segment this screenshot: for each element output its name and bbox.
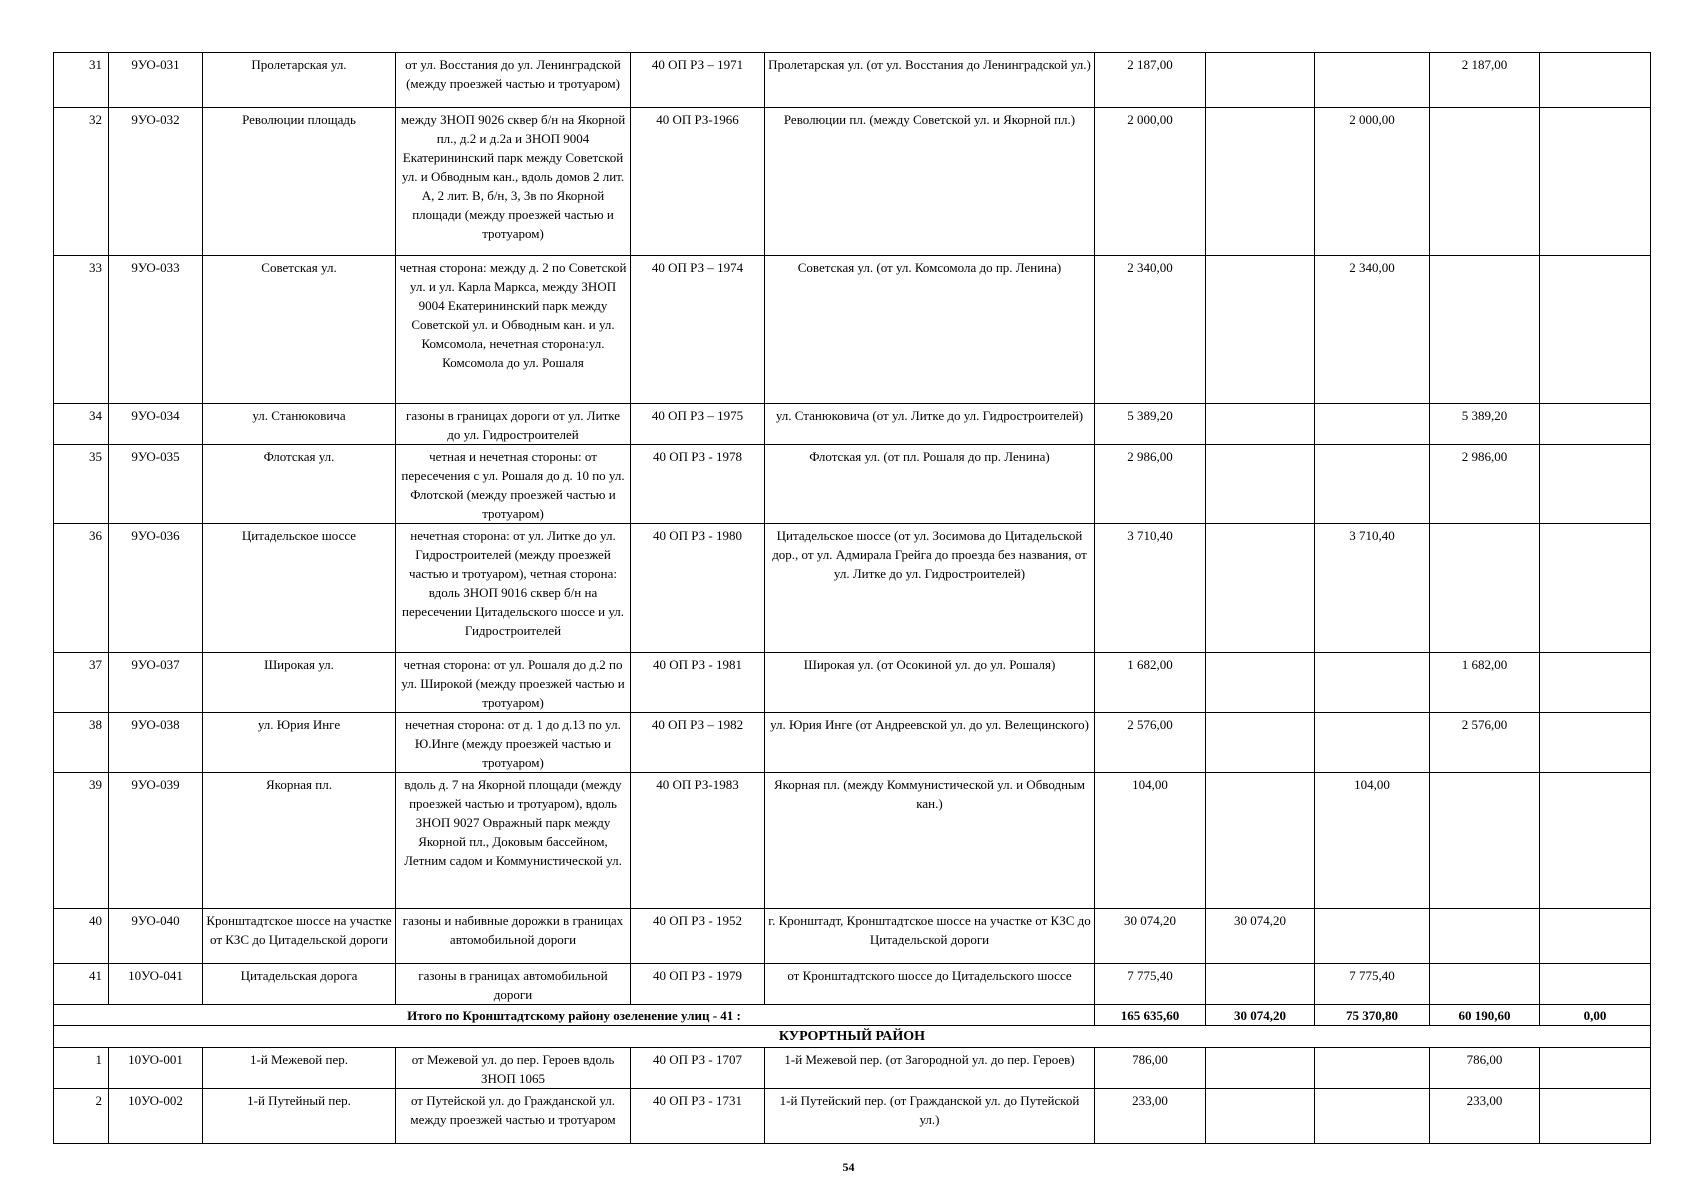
cell-name: Цитадельская дорога (203, 964, 396, 1005)
cell-category-3: 1 682,00 (1430, 653, 1540, 713)
cell-category-4 (1540, 108, 1651, 256)
cell-name: Якорная пл. (203, 773, 396, 909)
cell-number: 1 (54, 1048, 109, 1089)
cell-code: 9УО-037 (109, 653, 203, 713)
cell-category-3: 233,00 (1430, 1089, 1540, 1144)
section-row (54, 1026, 1651, 1048)
cell-category-4 (1540, 1089, 1651, 1144)
cell-category-1 (1206, 256, 1315, 404)
cell-category-3 (1430, 909, 1540, 964)
cell-category-4 (1540, 653, 1651, 713)
cell-category-4 (1540, 773, 1651, 909)
cell-category-4 (1540, 713, 1651, 773)
total-c1: 30 074,20 (1206, 1005, 1315, 1026)
cell-op-code: 40 ОП РЗ-1966 (631, 108, 765, 256)
total-section (54, 1005, 1651, 1048)
cell-area: 104,00 (1095, 773, 1206, 909)
cell-location: газоны в границах дороги от ул. Литке до ул. Гидростроителей (396, 404, 631, 445)
cell-op-code: 40 ОП РЗ – 1975 (631, 404, 765, 445)
cell-op-code: 40 ОП РЗ-1983 (631, 773, 765, 909)
total-area: 165 635,60 (1095, 1005, 1206, 1026)
cell-category-1 (1206, 445, 1315, 524)
cell-area: 30 074,20 (1095, 909, 1206, 964)
cell-category-1 (1206, 773, 1315, 909)
cell-category-3 (1430, 256, 1540, 404)
page-number: 54 (842, 1160, 855, 1174)
cell-road: ул. Юрия Инге (от Андреевской ул. до ул. Велещинского) (765, 713, 1095, 773)
cell-op-code: 40 ОП РЗ - 1707 (631, 1048, 765, 1089)
cell-code: 9УО-039 (109, 773, 203, 909)
cell-category-1 (1206, 524, 1315, 653)
cell-location: четная и нечетная стороны: от пересечения с ул. Рошаля до д. 10 по ул. Флотской (между проезжей частью и тротуаром) (396, 445, 631, 524)
total-c3: 60 190,60 (1430, 1005, 1540, 1026)
cell-op-code: 40 ОП РЗ – 1971 (631, 53, 765, 108)
cell-number: 39 (54, 773, 109, 909)
cell-category-2: 2 000,00 (1315, 108, 1430, 256)
table-row (54, 1089, 1651, 1144)
cell-category-1: 30 074,20 (1206, 909, 1315, 964)
cell-category-2 (1315, 445, 1430, 524)
table-row (54, 1048, 1651, 1089)
cell-number: 38 (54, 713, 109, 773)
cell-location: газоны и набивные дорожки в границах автомобильной дороги (396, 909, 631, 964)
cell-code: 10УО-041 (109, 964, 203, 1005)
cell-category-2: 3 710,40 (1315, 524, 1430, 653)
cell-category-3: 2 576,00 (1430, 713, 1540, 773)
cell-category-3 (1430, 773, 1540, 909)
cell-location: четная сторона: между д. 2 по Советской ул. и ул. Карла Маркса, между ЗНОП 9004 Екатерининский парк между Советской ул. и Обводным кан. и ул. Комсомола, нечетная сторона:ул. Комсомола до ул. Рошаля (396, 256, 631, 404)
cell-name: Цитадельское шоссе (203, 524, 396, 653)
cell-op-code: 40 ОП РЗ - 1980 (631, 524, 765, 653)
cell-code: 9УО-038 (109, 713, 203, 773)
cell-number: 33 (54, 256, 109, 404)
cell-op-code: 40 ОП РЗ - 1978 (631, 445, 765, 524)
table-row (54, 773, 1651, 909)
cell-category-4 (1540, 909, 1651, 964)
cell-location: от Межевой ул. до пер. Героев вдоль ЗНОП 1065 (396, 1048, 631, 1089)
cell-area: 2 986,00 (1095, 445, 1206, 524)
cell-name: Флотская ул. (203, 445, 396, 524)
cell-category-3: 2 187,00 (1430, 53, 1540, 108)
cell-op-code: 40 ОП РЗ - 1981 (631, 653, 765, 713)
cell-location: нечетная сторона: от д. 1 до д.13 по ул. Ю.Инге (между проезжей частью и тротуаром) (396, 713, 631, 773)
cell-code: 9УО-032 (109, 108, 203, 256)
cell-name: ул. Юрия Инге (203, 713, 396, 773)
cell-road: Советская ул. (от ул. Комсомола до пр. Ленина) (765, 256, 1095, 404)
cell-category-1 (1206, 404, 1315, 445)
cell-area: 786,00 (1095, 1048, 1206, 1089)
cell-category-4 (1540, 1048, 1651, 1089)
cell-category-2 (1315, 653, 1430, 713)
cell-code: 9УО-040 (109, 909, 203, 964)
cell-number: 37 (54, 653, 109, 713)
table-row (54, 909, 1651, 964)
cell-name: Революции площадь (203, 108, 396, 256)
cell-category-4 (1540, 53, 1651, 108)
cell-name: ул. Станюковича (203, 404, 396, 445)
cell-name: 1-й Межевой пер. (203, 1048, 396, 1089)
cell-road: г. Кронштадт, Кронштадтское шоссе на участке от КЗС до Цитадельской дороги (765, 909, 1095, 964)
table-row (54, 713, 1651, 773)
total-label: Итого по Кронштадтскому району озеленение улиц - 41 : (54, 1005, 1095, 1026)
cell-category-4 (1540, 964, 1651, 1005)
cell-op-code: 40 ОП РЗ – 1974 (631, 256, 765, 404)
cell-number: 2 (54, 1089, 109, 1144)
cell-code: 9УО-034 (109, 404, 203, 445)
cell-op-code: 40 ОП РЗ – 1982 (631, 713, 765, 773)
cell-category-4 (1540, 524, 1651, 653)
cell-road: Пролетарская ул. (от ул. Восстания до Ленинградской ул.) (765, 53, 1095, 108)
cell-code: 9УО-033 (109, 256, 203, 404)
cell-number: 32 (54, 108, 109, 256)
cell-category-4 (1540, 256, 1651, 404)
cell-category-2 (1315, 909, 1430, 964)
cell-number: 40 (54, 909, 109, 964)
cell-category-1 (1206, 1089, 1315, 1144)
cell-name: Пролетарская ул. (203, 53, 396, 108)
cell-code: 10УО-002 (109, 1089, 203, 1144)
cell-category-3 (1430, 964, 1540, 1005)
cell-area: 7 775,40 (1095, 964, 1206, 1005)
cell-name: Советская ул. (203, 256, 396, 404)
cell-number: 41 (54, 964, 109, 1005)
cell-location: между ЗНОП 9026 сквер б/н на Якорной пл., д.2 и д.2а и ЗНОП 9004 Екатерининский парк между Советской ул. и Обводным кан., вдоль домов 2 лит. А, 2 лит. В, б/н, 3, 3в по Якорной площади (между проезжей частью и тротуаром) (396, 108, 631, 256)
cell-category-1 (1206, 964, 1315, 1005)
cell-road: Революции пл. (между Советской ул. и Якорной пл.) (765, 108, 1095, 256)
table-row (54, 653, 1651, 713)
cell-category-2: 7 775,40 (1315, 964, 1430, 1005)
table-row (54, 964, 1651, 1005)
cell-category-2: 2 340,00 (1315, 256, 1430, 404)
cell-location: нечетная сторона: от ул. Литке до ул. Гидростроителей (между проезжей частью и тротуаром), четная сторона: вдоль ЗНОП 9016 сквер б/н на пересечении Цитадельского шоссе и ул. Гидростроителей (396, 524, 631, 653)
rows-kurortny (54, 1048, 1651, 1144)
cell-number: 36 (54, 524, 109, 653)
cell-code: 9УО-031 (109, 53, 203, 108)
cell-code: 9УО-035 (109, 445, 203, 524)
cell-location: четная сторона: от ул. Рошаля до д.2 по ул. Широкой (между проезжей частью и тротуаром) (396, 653, 631, 713)
table-row (54, 53, 1651, 108)
cell-category-1 (1206, 653, 1315, 713)
cell-category-3 (1430, 524, 1540, 653)
cell-area: 1 682,00 (1095, 653, 1206, 713)
cell-category-4 (1540, 445, 1651, 524)
cell-name: 1-й Путейный пер. (203, 1089, 396, 1144)
cell-location: вдоль д. 7 на Якорной площади (между проезжей частью и тротуаром), вдоль ЗНОП 9027 Овражный парк между Якорной пл., Доковым бассейном, Летним садом и Коммунистической ул. (396, 773, 631, 909)
cell-number: 34 (54, 404, 109, 445)
cell-code: 9УО-036 (109, 524, 203, 653)
rows-kronshtadt (54, 53, 1651, 1005)
cell-road: Цитадельское шоссе (от ул. Зосимова до Цитадельской дор., от ул. Адмирала Грейга до проезда без названия, от ул. Литке до ул. Гидростроителей) (765, 524, 1095, 653)
register-table (53, 52, 1651, 1144)
section-title: КУРОРТНЫЙ РАЙОН (54, 1026, 1651, 1048)
cell-name: Кронштадтское шоссе на участке от КЗС до Цитадельской дороги (203, 909, 396, 964)
cell-category-3: 786,00 (1430, 1048, 1540, 1089)
cell-road: ул. Станюковича (от ул. Литке до ул. Гидростроителей) (765, 404, 1095, 445)
cell-category-2 (1315, 404, 1430, 445)
cell-number: 35 (54, 445, 109, 524)
cell-category-2: 104,00 (1315, 773, 1430, 909)
total-c2: 75 370,80 (1315, 1005, 1430, 1026)
table-row (54, 445, 1651, 524)
table-row (54, 256, 1651, 404)
cell-category-2 (1315, 53, 1430, 108)
table-row (54, 108, 1651, 256)
cell-category-2 (1315, 1048, 1430, 1089)
cell-code: 10УО-001 (109, 1048, 203, 1089)
total-c4: 0,00 (1540, 1005, 1651, 1026)
cell-road: Флотская ул. (от пл. Рошаля до пр. Ленина) (765, 445, 1095, 524)
total-row (54, 1005, 1651, 1026)
cell-location: от ул. Восстания до ул. Ленинградской (между проезжей частью и тротуаром) (396, 53, 631, 108)
cell-area: 5 389,20 (1095, 404, 1206, 445)
cell-road: Якорная пл. (между Коммунистической ул. и Обводным кан.) (765, 773, 1095, 909)
table-row (54, 524, 1651, 653)
cell-area: 2 576,00 (1095, 713, 1206, 773)
cell-category-1 (1206, 108, 1315, 256)
cell-area: 2 000,00 (1095, 108, 1206, 256)
cell-op-code: 40 ОП РЗ - 1731 (631, 1089, 765, 1144)
cell-op-code: 40 ОП РЗ - 1952 (631, 909, 765, 964)
cell-category-1 (1206, 713, 1315, 773)
cell-name: Широкая ул. (203, 653, 396, 713)
cell-area: 233,00 (1095, 1089, 1206, 1144)
cell-category-3: 5 389,20 (1430, 404, 1540, 445)
cell-area: 2 340,00 (1095, 256, 1206, 404)
cell-area: 2 187,00 (1095, 53, 1206, 108)
cell-road: от Кронштадтского шоссе до Цитадельского шоссе (765, 964, 1095, 1005)
cell-number: 31 (54, 53, 109, 108)
cell-road: 1-й Путейский пер. (от Гражданской ул. до Путейской ул.) (765, 1089, 1095, 1144)
table-row (54, 404, 1651, 445)
cell-area: 3 710,40 (1095, 524, 1206, 653)
cell-location: газоны в границах автомобильной дороги (396, 964, 631, 1005)
cell-category-1 (1206, 1048, 1315, 1089)
cell-road: 1-й Межевой пер. (от Загородной ул. до пер. Героев) (765, 1048, 1095, 1089)
cell-category-4 (1540, 404, 1651, 445)
cell-location: от Путейской ул. до Гражданской ул. между проезжей частью и тротуаром (396, 1089, 631, 1144)
cell-category-1 (1206, 53, 1315, 108)
cell-op-code: 40 ОП РЗ - 1979 (631, 964, 765, 1005)
cell-category-3 (1430, 108, 1540, 256)
cell-category-2 (1315, 713, 1430, 773)
cell-category-2 (1315, 1089, 1430, 1144)
cell-category-3: 2 986,00 (1430, 445, 1540, 524)
cell-road: Широкая ул. (от Осокиной ул. до ул. Рошаля) (765, 653, 1095, 713)
